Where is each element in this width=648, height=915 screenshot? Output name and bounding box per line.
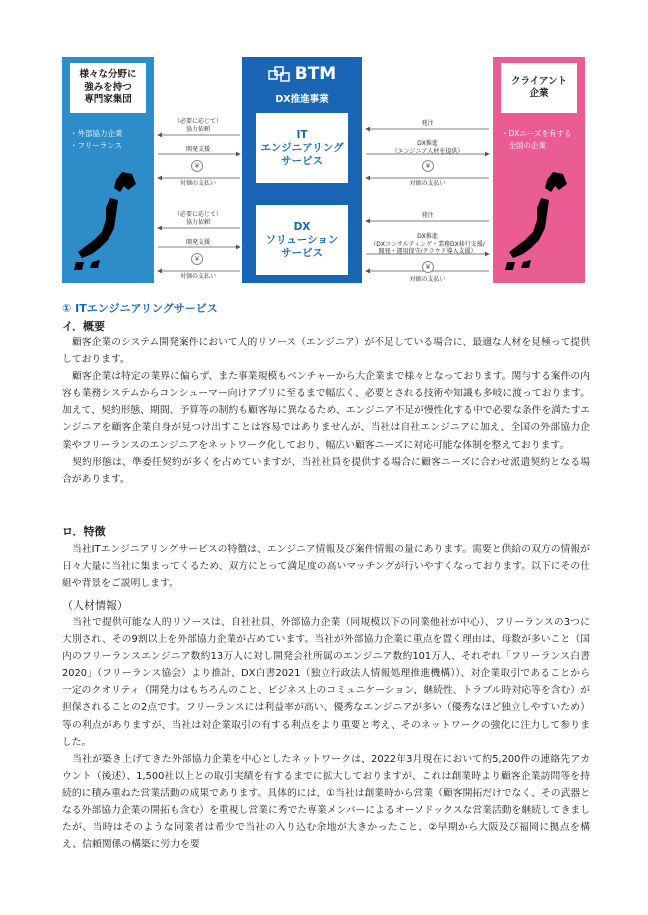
paragraph: 当社で提供可能な人的リソースは、自社社員、外部協力企業（同規模以下の同業他社が中心）、フリーランスの3つに大別され、その9割以上を外部協力企業が占めています。当社が外部協力企業に重点を置く理由は、母数が多いこと（国内のフリーランスエンジニア数約13万人に対し開発会社所属のエンジニア数約101万人、それぞれ「フリーランス白書2020」（フリーランス協会）より推計、DX白書2021（独立行政法人情報処理推進機構））、対企業取引であることから一定のクオリティ（開発力はもちろんのこと、ビジネス上のコミュニケーション、継続性、トラブル時対応等を含む）が担保されることの2点です。フリーランスには利益率が高い、優秀なエンジニアが多い（優秀なほど独立しやすいため）等の利点がありますが、当社は対企業取引の有する利点をより重要と考え、そのネットワークの強化に注力して参りました。	[62, 617, 590, 748]
right-order-label-bottom: 発注	[421, 212, 434, 219]
left-request-label-top: （必要に応じて） 協力依頼	[173, 118, 222, 133]
left-group-item-1: ・外部協力企業	[70, 129, 123, 138]
japan-map-left	[70, 170, 148, 275]
left-payment-label-top: 対価の支払い	[179, 180, 216, 187]
yen-icon: ¥	[191, 253, 203, 265]
left-group-title: 様々な分野に 強みを持つ 専門家集団	[70, 63, 146, 113]
card-dx-solution: DX ソリューション サービス	[256, 205, 348, 275]
paragraph: 当社が築き上げてきた外部協力企業を中心としたネットワークは、2022年3月現在において約5,200件の連絡先アカウント（後述）、1,500社以上との取引実績を有するまでに拡大しておりますが、これは創業時より顧客企業訪問等を持続的に積み重ねた営業活動の成果であります。具体的には、①当社は創業時から営業（顧客開拓だけでなく、その武器となる外部協力企業の開拓も含む）を重視し営業に秀でた専業メンバーによるオーソドックスな営業活動を継続してきましたが、当時はそのような同業者は希少で当社の入り込む余地が大きかったこと、②早期から大阪及び福岡に拠点を構え、信頼関係の構築に労力を要	[62, 753, 590, 851]
left-payment-label-bottom: 対価の支払い	[179, 273, 216, 280]
right-payment-label-top: 対価の支払い	[409, 180, 446, 187]
right-group-title: クライアント 企業	[501, 63, 577, 113]
paragraph: 顧客企業は特定の業界に偏らず、また事業規模もベンチャーから大企業まで様々となっております。関与する案件の内容も業務システムからコンシューマー向けアプリに至るまで幅広く、必要とされる技術や知識も多岐に渡っております。加えて、契約形態、期間、予算等の制約も顧客毎に異なるため、エンジニア不足が慢性化する中で必要な条件を満たすエンジニアを顧客企業自身が見つけ出すことは容易ではありませんが、当社は自社エンジニアに加え、全国の外部協力企業やフリーランスのエンジニアをネットワーク化しており、幅広い顧客ニーズに対応可能な体制を整えております。	[62, 371, 590, 451]
subheading-talent-info: （人材情報）	[62, 599, 128, 612]
yen-icon: ¥	[422, 160, 434, 172]
paragraph: 顧客企業のシステム開発案件において人的リソース（エンジニア）が不足している場合に、最適な人材を見極って提供しております。	[62, 337, 590, 366]
right-dx-label-bottom: DX推進 （DXコンサルティング・業務DX移行支援/ 開発・運用保守/クラウド導入支援）	[370, 233, 485, 255]
paragraph: 契約形態は、準委任契約が多くを占めていますが、当社社員を提供する場合に顧客ニーズに合わせ派遣契約となる場合があります。	[62, 456, 590, 485]
features-paragraph	[62, 541, 590, 592]
subheading-overview: イ．概要	[62, 320, 106, 333]
right-group-item-2: 全国の企業	[501, 141, 546, 150]
btm-logo-icon	[268, 65, 290, 83]
right-dx-label-top: DX推進 （エンジニア人材を提供）	[391, 140, 464, 155]
btm-logo-text: BTM	[294, 64, 337, 84]
section-title: ① ITエンジニアリングサービス	[62, 302, 218, 315]
btm-logo	[252, 61, 352, 87]
right-group-item-1: ・DXニーズを有する	[501, 129, 572, 138]
right-payment-label-bottom: 対価の支払い	[409, 276, 446, 283]
subheading-features: ロ．特徴	[62, 525, 106, 538]
center-subtitle: DX推進事業	[275, 94, 329, 105]
left-support-label-top: 開発支援	[185, 146, 210, 153]
right-order-label-top: 発注	[421, 120, 434, 127]
talent-info-paragraphs	[62, 614, 590, 853]
left-request-label-bottom: （必要に応じて） 協力依頼	[173, 211, 222, 226]
yen-icon: ¥	[191, 160, 203, 172]
paragraph: 当社ITエンジニアリングサービスの特徴は、エンジニア情報及び案件情報の量にあります。需要と供給の双方の情報が日々大量に当社に集まってくるため、双方にとって満足度の高いマッチングが行いやすくなっております。以下にその仕組や背景をご説明します。	[62, 544, 590, 590]
left-group-item-2: ・フリーランス	[70, 141, 122, 150]
japan-map-right	[501, 170, 579, 275]
yen-icon: ¥	[422, 261, 434, 273]
left-support-label-bottom: 開発支援	[185, 239, 210, 246]
card-it-engineering: IT エンジニアリング サービス	[256, 113, 348, 183]
overview-paragraphs	[62, 334, 590, 488]
